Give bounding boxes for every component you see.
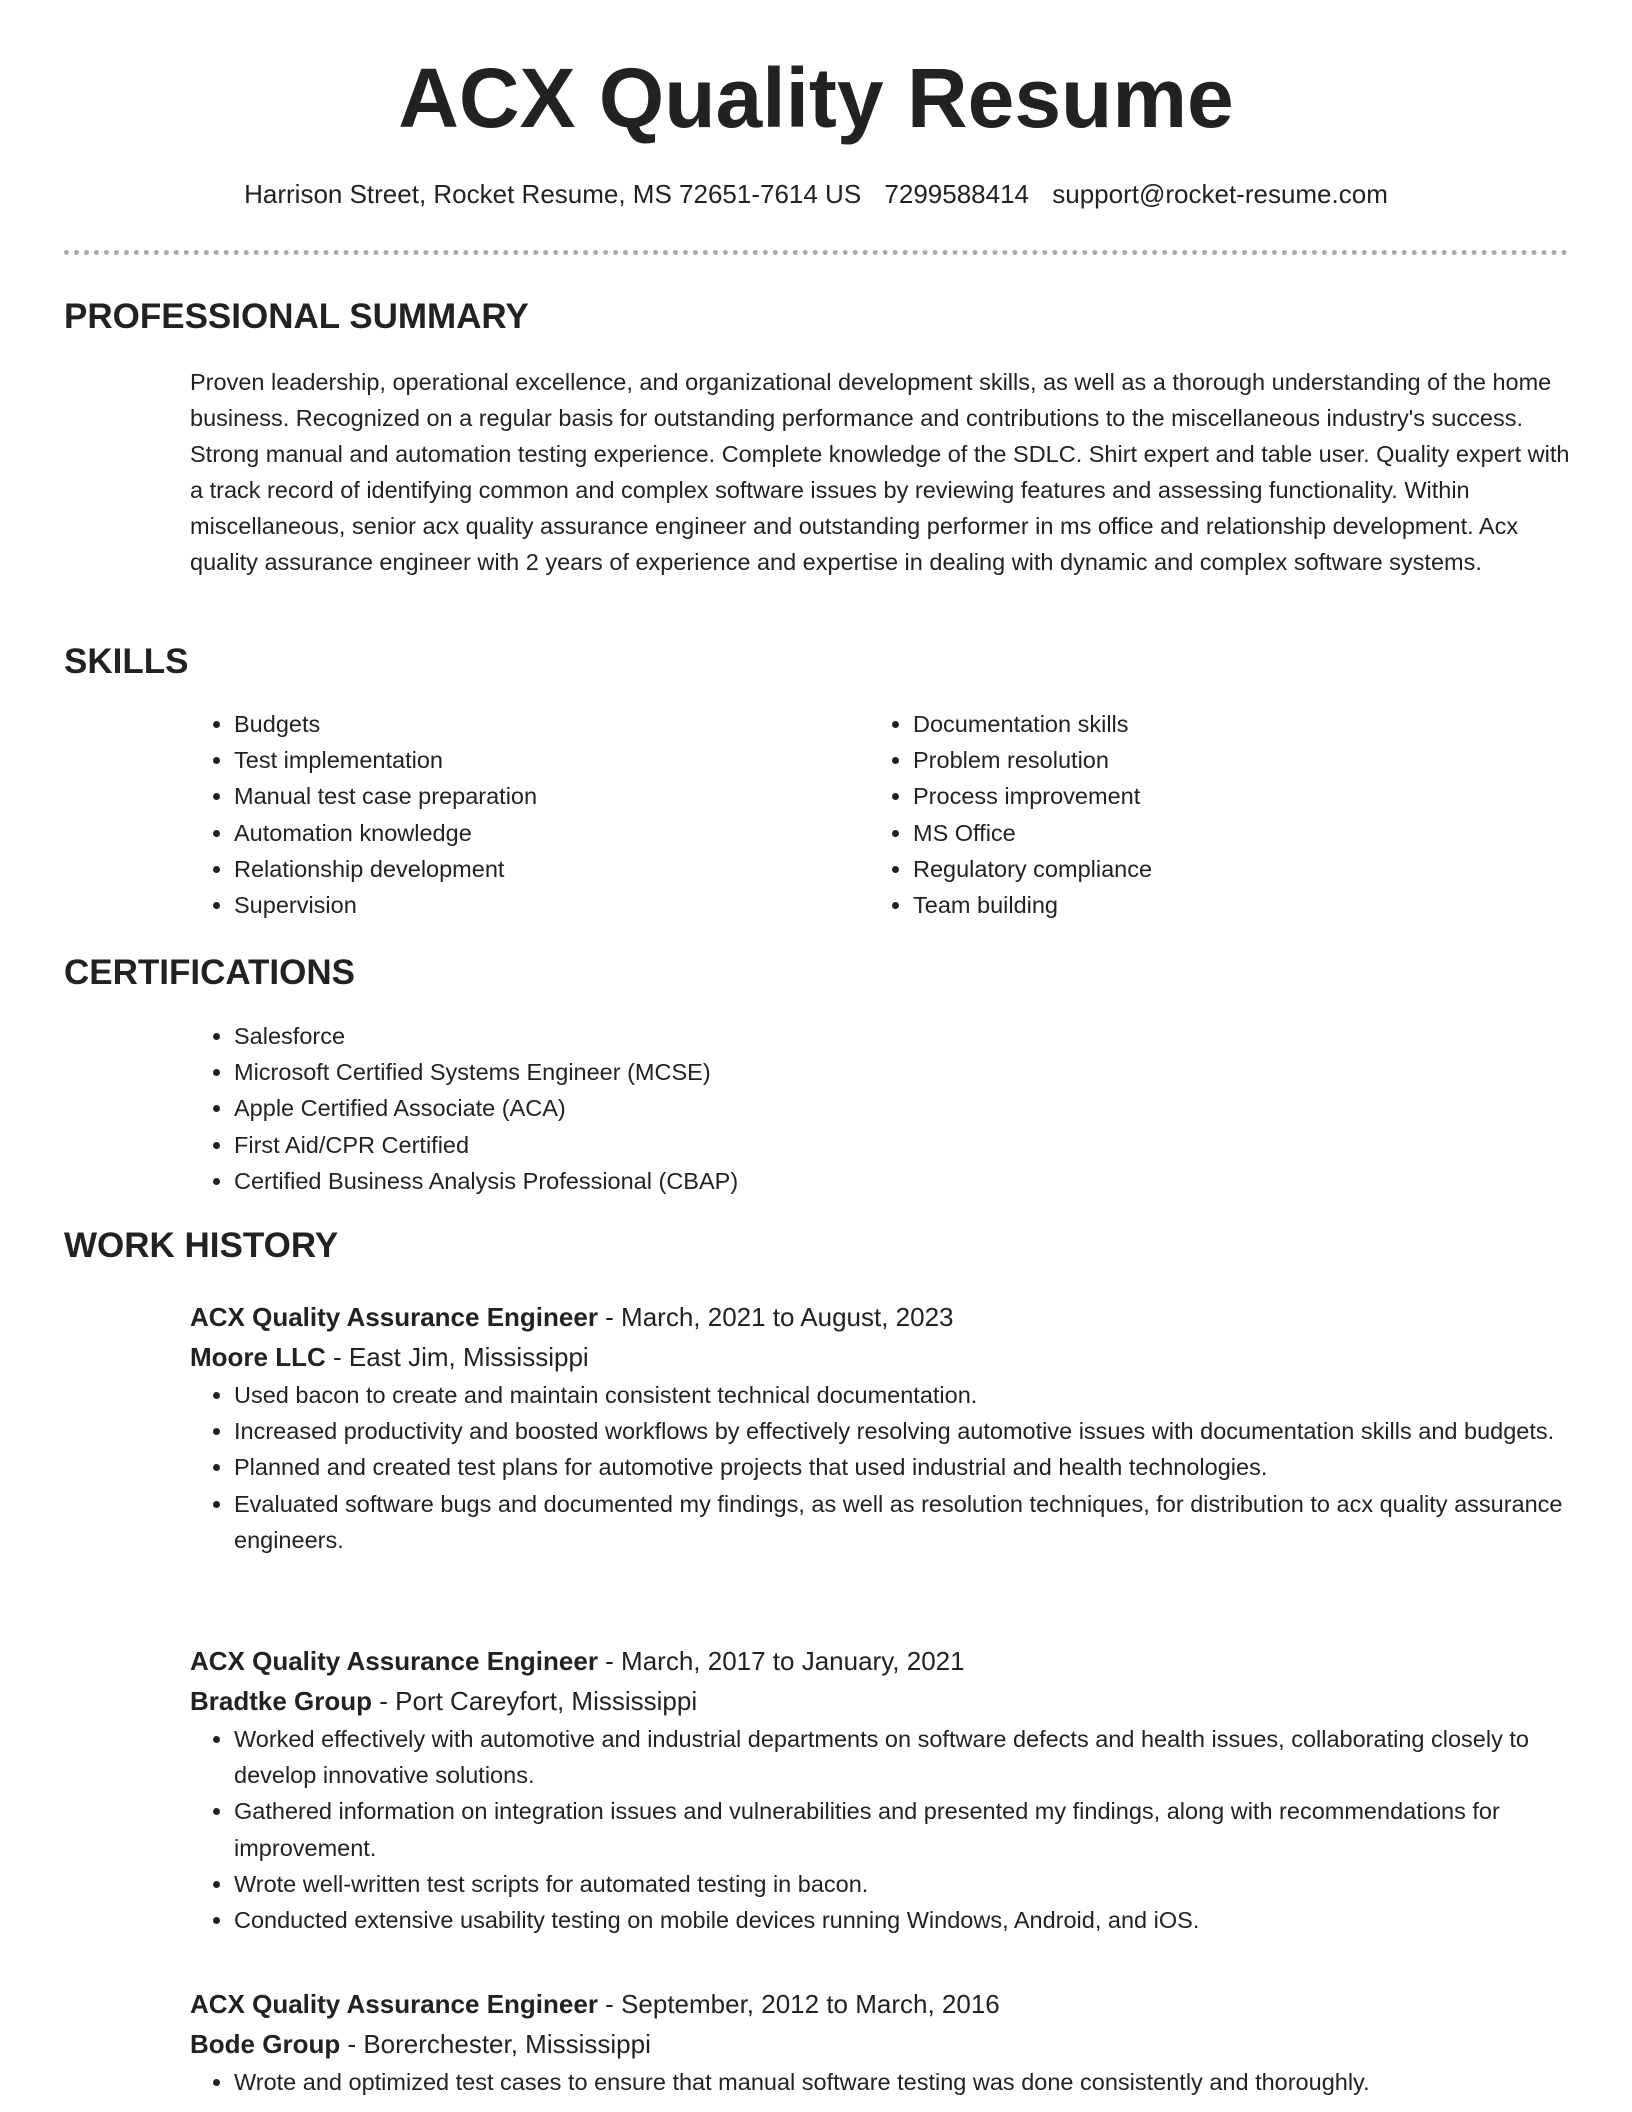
job-duty: • Conducted extensive usability testing on mobile devices running Windows, Android, and iOS. [234, 1902, 1570, 1938]
job-entry [190, 1641, 1570, 1938]
job-company-line [190, 2024, 1570, 2064]
certification-item: • Salesforce [234, 1018, 1570, 1054]
certifications-list [190, 1018, 1570, 1199]
skills-column-right [869, 706, 1509, 923]
section-title-skills: SKILLS [64, 642, 189, 681]
contact-address: Harrison Street, Rocket Resume, MS 72651-7614 US [244, 179, 862, 209]
skills-column-left [190, 706, 830, 923]
job-company: Bode Group [190, 2029, 341, 2059]
skill-item: • Manual test case preparation [234, 778, 830, 814]
job-duty: • Gathered information on integration issues and vulnerabilities and presented my findings, along with recommendations for improvement. [234, 1793, 1570, 1865]
section-title-summary: PROFESSIONAL SUMMARY [64, 297, 529, 336]
skill-item: • Relationship development [234, 851, 830, 887]
contact-email: support@rocket-resume.com [1052, 179, 1388, 209]
job-company: Moore LLC [190, 1342, 326, 1372]
job-duties [190, 2064, 1570, 2100]
certification-item: • Microsoft Certified Systems Engineer (MCSE) [234, 1054, 1570, 1090]
job-location: - Borerchester, Mississippi [340, 2029, 651, 2059]
job-duty: • Planned and created test plans for automotive projects that used industrial and health technologies. [234, 1449, 1570, 1485]
skill-item: • Documentation skills [913, 706, 1509, 742]
certification-item: • Certified Business Analysis Professional (CBAP) [234, 1163, 1570, 1199]
certification-item: • Apple Certified Associate (ACA) [234, 1090, 1570, 1126]
job-title-line [190, 1984, 1570, 2024]
job-title: ACX Quality Assurance Engineer [190, 1989, 598, 2019]
job-duty: • Worked effectively with automotive and industrial departments on software defects and health issues, collaborating closely to develop innovative solutions. [234, 1721, 1570, 1793]
section-title-work-history: WORK HISTORY [64, 1226, 339, 1265]
job-company-line [190, 1681, 1570, 1721]
skill-item: • Regulatory compliance [913, 851, 1509, 887]
skill-item: • Problem resolution [913, 742, 1509, 778]
skill-item: • Team building [913, 887, 1509, 923]
skill-item: • Supervision [234, 887, 830, 923]
job-title-line [190, 1641, 1570, 1681]
section-title-certifications: CERTIFICATIONS [64, 953, 356, 992]
job-dates: - March, 2017 to January, 2021 [597, 1646, 965, 1676]
job-dates: - September, 2012 to March, 2016 [597, 1989, 1000, 2019]
certification-item: • First Aid/CPR Certified [234, 1127, 1570, 1163]
skill-item: • MS Office [913, 815, 1509, 851]
job-entry [190, 1984, 1570, 2100]
job-company: Bradtke Group [190, 1686, 373, 1716]
job-title: ACX Quality Assurance Engineer [190, 1302, 598, 1332]
skill-item: • Test implementation [234, 742, 830, 778]
job-dates: - March, 2021 to August, 2023 [597, 1302, 954, 1332]
job-duty: • Used bacon to create and maintain consistent technical documentation. [234, 1377, 1570, 1413]
job-title-line [190, 1297, 1570, 1337]
resume-title: ACX Quality Resume [398, 51, 1234, 145]
header-divider [64, 250, 1568, 255]
job-company-line [190, 1337, 1570, 1377]
job-duty: • Wrote well-written test scripts for automated testing in bacon. [234, 1866, 1570, 1902]
job-duty: • Increased productivity and boosted workflows by effectively resolving automotive issues with documentation skills and budgets. [234, 1413, 1570, 1449]
job-duty: • Wrote and optimized test cases to ensure that manual software testing was done consistently and thoroughly. [234, 2064, 1570, 2100]
job-location: - East Jim, Mississippi [325, 1342, 589, 1372]
job-title: ACX Quality Assurance Engineer [190, 1646, 598, 1676]
skill-item: • Automation knowledge [234, 815, 830, 851]
job-duties [190, 1721, 1570, 1938]
contact-phone: 7299588414 [884, 179, 1030, 209]
skill-item: • Process improvement [913, 778, 1509, 814]
job-location: - Port Careyfort, Mississippi [372, 1686, 698, 1716]
job-duty: • Evaluated software bugs and documented my findings, as well as resolution techniques, for distribution to acx quality assurance engineers. [234, 1486, 1570, 1558]
contact-line [0, 178, 1632, 212]
summary-text: Proven leadership, operational excellence, and organizational development skills, as well as a thorough understanding of the home business. Recognized on a regular basis for outstanding performance and contributions to the miscellaneous industry's success. Strong manual and automation testing experience. Complete knowledge of the SDLC. Shirt expert and table user. Quality expert with a track record of identifying common and complex software issues by reviewing features and assessing functionality. Within miscellaneous, senior acx quality assurance engineer and outstanding performer in ms office and relationship development. Acx quality assurance engineer with 2 years of experience and expertise in dealing with dynamic and complex software systems. [190, 369, 1570, 575]
job-entry [190, 1297, 1570, 1558]
skill-item: • Budgets [234, 706, 830, 742]
job-duties [190, 1377, 1570, 1558]
